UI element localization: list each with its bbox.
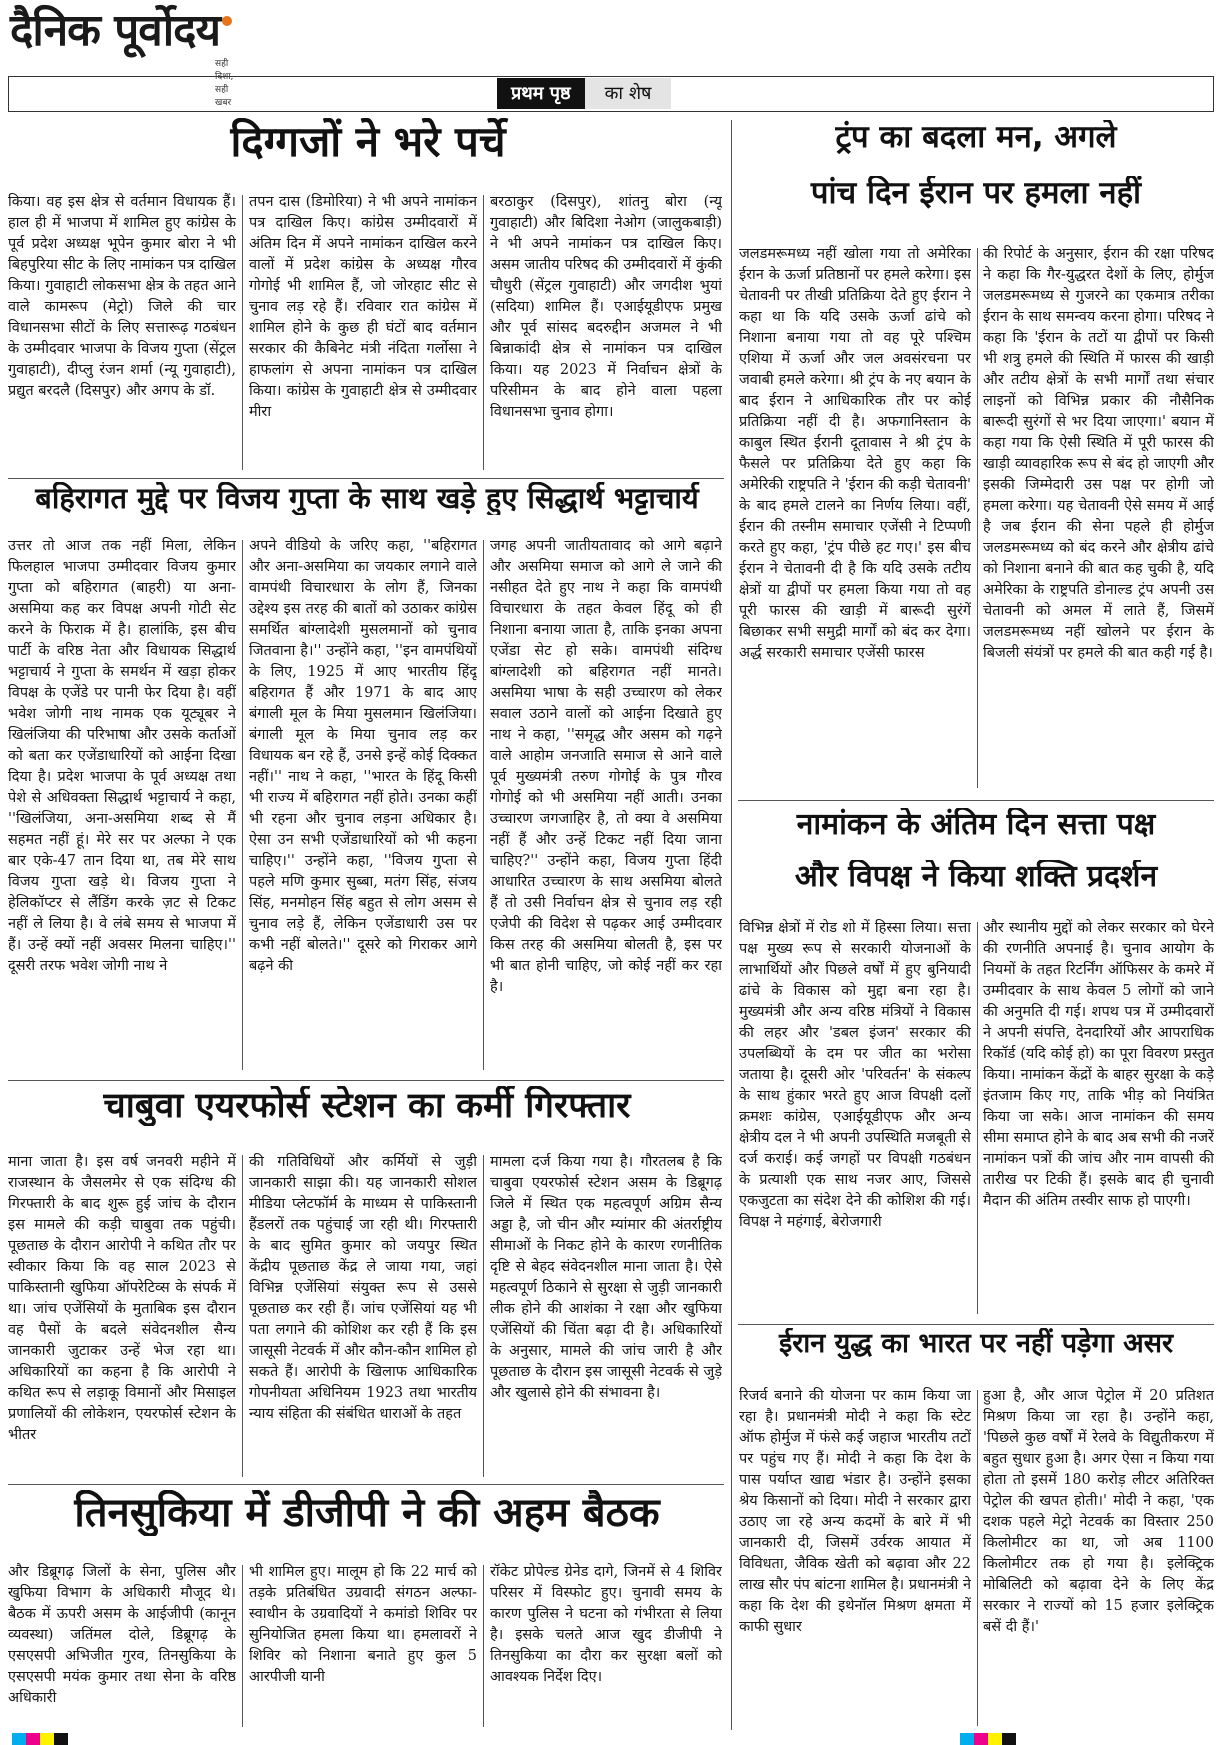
story4-col2: भी शामिल हुए। मालूम हो कि 22 मार्च को तड़के प्रतिबंधित उग्रवादी संगठन अल्फा-स्वाधीन के उग्रवादियों ने कमांडो शिविर पर सुनियोजित हमला किया था। हमलावरों ने शिविर को निशाना बनाते हुए कुल 5 आरपीजी यानी	[249, 1564, 477, 1685]
story1-col2: तपन दास (डिमोरिया) ने भी अपने नामांकन पत्र दाखिल किए। कांग्रेस उम्मीदवारों में अंतिम दिन में अपने नामांकन दाखिल करने वालों में प्रदेश कांग्रेस के अध्यक्ष गौरव गोगोई भी शामिल हैं, जो जोरहाट सीट से चुनाव लड़ रहे हैं। रविवार रात कांग्रेस में शामिल होने के कुछ ही घंटों बाद वर्तमान सरकार की कैबिनेट मंत्री नंदिता गर्लोसा ने हाफलांग से अपना नामांकन पत्र दाखिल किया। कांग्रेस के गुवाहाटी क्षेत्र से उम्मीदवार मीरा	[249, 194, 477, 420]
section-tabs	[497, 78, 671, 109]
story6-col2: और स्थानीय मुद्दों को लेकर सरकार को घेरने की रणनीति अपनाई है। चुनाव आयोग के नियमों के तहत रिटर्निंग ऑफिसर के कमरे में उम्मीदवार के साथ केवल 5 लोगों को जाने की अनुमति दी गई। शपथ पत्र में उम्मीदवारों ने अपनी संपत्ति, देनदारियों और आपराधिक रिकॉर्ड (यदि कोई हो) का पूरा विवरण प्रस्तुत किया। नामांकन केंद्रों के बाहर सुरक्षा के कड़े इंतजाम किए गए, ताकि भीड़ को नियंत्रित किया जा सके। आज नामांकन की समय सीमा समाप्त होने के बाद अब सभी की नजरें नामांकन पत्रों की जांच और नाम वापसी की तारीख पर टिकी हैं। इसके बाद ही चुनावी मैदान की अंतिम तस्वीर साफ हो पाएगी।	[983, 920, 1214, 1209]
column-rule	[977, 1390, 978, 1726]
story4-col1: और डिब्रूगढ़ जिलों के सेना, पुलिस और खुफिया विभाग के अधिकारी मौजूद थे। बैठक में ऊपरी असम के आईजीपी (कानून व्यवस्था) जतिंमल दोले, डिब्रूगढ़ के एसएसपी अभिजीत गुरव, तिनसुकिया के एसएसपी मयंक कुमार तथा सेना के वरिष्ठ अधिकारी	[8, 1564, 236, 1706]
newspaper-logo: दैनिक पूर्वोदय	[10, 5, 221, 56]
registration-mark	[12, 1733, 26, 1745]
story-separator	[8, 478, 724, 479]
column-rule	[977, 922, 978, 1314]
story-separator	[8, 1080, 724, 1081]
registration-mark	[40, 1733, 54, 1745]
registration-mark	[988, 1733, 1002, 1745]
registration-mark	[54, 1733, 68, 1745]
story6-headline-line2: और विपक्ष ने किया शक्ति प्रदर्शन	[794, 860, 1158, 894]
story-separator	[8, 1484, 724, 1485]
story7-col1: रिजर्व बनाने की योजना पर काम किया जा रहा है। प्रधानमंत्री मोदी ने कहा कि स्टेट ऑफ होर्मुज में फंसे कई जहाज भारतीय तटों पर पहुंच गए हैं। मोदी ने कहा कि देश के पास पर्याप्त खाद्य भंडार है। उन्होंने इसका श्रेय किसानों को दिया। मोदी ने सरकार द्वारा उठाए जा रहे अन्य कदमों के बारे में भी जानकारी दी, जिसमें उर्वरक आयात में विविधता, जैविक खेती को बढ़ावा और 22 लाख सौर पंप बांटना शामिल है। प्रधानमंत्री ने कहा कि देश की इथेनॉल मिश्रण क्षमता में काफी सुधार	[739, 1388, 971, 1635]
story2-col1: उत्तर तो आज तक नहीं मिला, लेकिन फिलहाल भाजपा उम्मीदवार विजय कुमार गुप्ता को बहिरागत (बाहरी) या अना-असमिया कह कर विपक्ष अपनी गोटी सेट करने के फिराक में है। हालांकि, इस बीच पार्टी के वरिष्ठ नेता और विधायक सिद्धार्थ भट्टाचार्य ने गुप्ता के समर्थन में खड़ा होकर विपक्ष के एजेंडे पर पानी फेर दिया है। वहीं भवेश जोगी नाथ नामक एक यूट्यूबर ने खिलंजिया की परिभाषा और उसके कर्ताओं को बता कर एजेंडाधारियों को आईना दिखा दिया है। प्रदेश भाजपा के पूर्व अध्यक्ष तथा पेशे से अधिवक्ता सिद्धार्थ भट्टाचार्य ने कहा, ''खिलंजिया, अना-असमिया शब्द से मैं सहमत नहीं हूं। मेरे सर पर अल्फा ने एक बार एके-47 तान दिया था, तब मेरे साथ विजय गुप्ता खड़े थे। विजय गुप्ता ने हेलिकॉप्टर से लैंडिंग करके ज़ट से टिकट नहीं ले लिया है। वे लंबे समय से भाजपा में हैं। उन्हें क्यों नहीं अवसर मिलना चाहिए।'' दूसरी तरफ भवेश जोगी नाथ ने	[8, 538, 236, 974]
masthead	[10, 5, 234, 108]
registration-mark	[960, 1733, 974, 1745]
column-rule	[242, 195, 243, 470]
column-rule	[483, 195, 484, 470]
story-separator	[738, 1324, 1214, 1325]
story2-col2: अपने वीडियो के जरिए कहा, ''बहिरागत और अना-असमिया का जयकार लगाने वाले वामपंथी विचारधारा के लोग हैं, जिनका उद्देश्य इस तरह की बातों को उठाकर कांग्रेस समर्थित बांग्लादेशी मुसलमानों को चुनाव जितवाना है।'' उन्होंने कहा, ''इन वामपंथियों के लिए, 1925 में आए भारतीय हिंदू बहिरागत हैं और 1971 के बाद आए बंगाली मूल के मिया मुसलमान खिलंजिया। बंगाली मूल के मिया चुनाव लड़ कर विधायक बन रहे हैं, उनसे इन्हें कोई दिक्कत नहीं।'' नाथ ने कहा, ''भारत के हिंदू किसी भी राज्य में बहिरागत नहीं होते। उनका कहीं भी रहना और चुनाव लड़ना अधिकार है। ऐसा उन सभी एजेंडाधारियों को भी कहना चाहिए।'' उन्होंने कहा, ''विजय गुप्ता से पहले मणि कुमार सुब्बा, मतंग सिंह, संजय सिंह, मनमोहन सिंह बहुत से लोग असम से चुनाव लड़े हैं, लेकिन एजेंडाधारी उस पर कभी नहीं बोलते।'' दूसरे को गिराकर आगे बढ़ने की	[249, 538, 477, 974]
story3-headline: चाबुवा एयरफोर्स स्टेशन का कर्मी गिरफ्तार	[103, 1086, 631, 1126]
story7-headline: ईरान युद्ध का भारत पर नहीं पड़ेगा असर	[778, 1328, 1174, 1359]
story1-col3: बरठाकुर (दिसपुर), शांतनु बोरा (न्यू गुवाहाटी) और बिदिशा नेओग (जालुकबाड़ी) ने भी अपने नामांकन पत्र दाखिल किए। असम जातीय परिषद की उम्मीदवारों में कुंकी चौधुरी (सेंट्रल गुवाहाटी) और जगदीश भुयां (सदिया) शामिल हैं। एआईयूडीएफ प्रमुख और पूर्व सांसद बदरुद्दीन अजमल ने भी बिन्नाकांदी क्षेत्र से नामांकन पत्र दाखिल किया। यह 2023 में निर्वाचन क्षेत्रों के परिसीमन के बाद होने वाला पहला विधानसभा चुनाव होगा।	[490, 194, 722, 420]
column-rule	[483, 540, 484, 1070]
story6-col1: विभिन्न क्षेत्रों में रोड शो में हिस्सा लिया। सत्ता पक्ष मुख्य रूप से सरकारी योजनाओं के लाभार्थियों और पिछले वर्षों में हुए बुनियादी ढांचे के विकास को मुद्दा बना रहा है। मुख्यमंत्री और अन्य वरिष्ठ मंत्रियों ने विकास की लहर और 'डबल इंजन' सरकार की उपलब्धियों के दम पर जीत का भरोसा जताया है। दूसरी ओर 'परिवर्तन' के संकल्प के साथ हुंकार भरते हुए आज विपक्षी दलों क्रमशः कांग्रेस, एआईयूडीएफ और अन्य क्षेत्रीय दल ने भी अपनी उपस्थिति मजबूती से दर्ज कराई। कई जगहों पर विपक्षी गठबंधन के प्रत्याशी एक साथ नजर आए, जिससे एकजुटता का संदेश देने की कोशिश की गई। विपक्ष ने महंगाई, बेरोजगारी	[739, 920, 971, 1230]
tagline: सही दिशा, सही खबर	[215, 59, 234, 108]
story3-col3: मामला दर्ज किया गया है। गौरतलब है कि चाबुवा एयरफोर्स स्टेशन असम के डिब्रूगढ़ जिले में स्थित एक महत्वपूर्ण अग्रिम सैन्य अड्डा है, जो चीन और म्यांमार की अंतर्राष्ट्रीय सीमाओं के निकट होने के कारण रणनीतिक दृष्टि से बेहद संवेदनशील माना जाता है। ऐसे महत्वपूर्ण ठिकाने से सुरक्षा से जुड़ी जानकारी लीक होने की आशंका ने रक्षा और खुफिया एजेंसियों की चिंता बढ़ा दी है। अधिकारियों के अनुसार, मामले की जांच जारी है और पूछताछ के दौरान इस जासूसी नेटवर्क से जुड़े और खुलासे होने की संभावना है।	[490, 1154, 722, 1401]
logo-dot-icon	[222, 16, 232, 26]
story3-col1: माना जाता है। इस वर्ष जनवरी महीने में राजस्थान के जैसलमेर से एक संदिग्ध की गिरफ्तारी के बाद शुरू हुई जांच के दौरान इस मामले की कड़ी चाबुवा तक पहुंची। पूछताछ के दौरान आरोपी ने कथित तौर पर स्वीकार किया कि वह साल 2023 से पाकिस्तानी खुफिया ऑपरेटिव्स के संपर्क में था। जांच एजेंसियों के मुताबिक इस दौरान वह पैसों के बदले संवेदनशील सैन्य जानकारी जुटाकर उन्हें भेज रहा था। अधिकारियों का कहना है कि आरोपी ने कथित रूप से लड़ाकू विमानों और मिसाइल प्रणालियों की लोकेशन, एयरफोर्स स्टेशन के भीतर	[8, 1154, 236, 1443]
column-rule	[977, 248, 978, 788]
tab-front-page: प्रथम पृष्ठ	[497, 78, 585, 109]
section-divider	[731, 120, 732, 1730]
story5-headline-line2: पांच दिन ईरान पर हमला नहीं	[810, 176, 1142, 211]
registration-mark	[974, 1733, 988, 1745]
story6-headline-line1: नामांकन के अंतिम दिन सत्ता पक्ष	[796, 808, 1156, 842]
column-rule	[483, 1155, 484, 1477]
column-rule	[483, 1565, 484, 1727]
story7-col2: हुआ है, और आज पेट्रोल में 20 प्रतिशत मिश्रण किया जा रहा है। उन्होंने कहा, 'पिछले कुछ वर्षों में रेलवे के विद्युतीकरण में बहुत सुधार हुआ है। अगर ऐसा न किया गया होता तो इसमें 180 करोड़ लीटर अतिरिक्त पेट्रोल की खपत होती।' मोदी ने कहा, 'एक दशक पहले मेट्रो नेटवर्क का विस्तार 250 किलोमीटर का था, जो अब 1100 किलोमीटर तक हो गया है। इलेक्ट्रिक मोबिलिटी को बढ़ावा देने के लिए केंद्र सरकार ने राज्यों को 15 हजार इलेक्ट्रिक बसें दी हैं।'	[983, 1388, 1214, 1635]
registration-mark	[26, 1733, 40, 1745]
registration-mark	[1002, 1733, 1016, 1745]
story5-headline-line1: ट्रंप का बदला मन, अगले	[835, 120, 1117, 155]
column-rule	[242, 1155, 243, 1477]
story4-col3: रॉकेट प्रोपेल्ड ग्रेनेड दागे, जिनमें से 4 शिविर परिसर में विस्फोट हुए। चुनावी समय के कारण पुलिस ने घटना को गंभीरता से लिया है। इसके चलते आज खुद डीजीपी ने तिनसुकिया का दौरा कर सुरक्षा बलों को आवश्यक निर्देश दिए।	[490, 1564, 722, 1685]
story3-col2: की गतिविधियों और कर्मियों से जुड़ी जानकारी साझा की। यह जानकारी सोशल मीडिया प्लेटफॉर्म के माध्यम से पाकिस्तानी हैंडलरों तक पहुंचाई जा रही थी। गिरफ्तारी के बाद सुमित कुमार को जयपुर स्थित केंद्रीय पूछताछ केंद्र ले जाया गया, जहां विभिन्न एजेंसियां संयुक्त रूप से उससे पूछताछ कर रही हैं। जांच एजेंसियां यह भी पता लगाने की कोशिश कर रही हैं कि इस जासूसी नेटवर्क में और कौन-कौन शामिल हो सकते हैं। आरोपी के खिलाफ आधिकारिक गोपनीयता अधिनियम 1923 तथा भारतीय न्याय संहिता की संबंधित धाराओं के तहत	[249, 1154, 477, 1422]
column-rule	[242, 1565, 243, 1727]
story-separator	[738, 800, 1214, 801]
story1-col1: किया। वह इस क्षेत्र से वर्तमान विधायक हैं। हाल ही में भाजपा में शामिल हुए कांग्रेस के पूर्व प्रदेश अध्यक्ष भूपेन कुमार बोरा ने भी बिहपुरिया सीट के लिए नामांकन पत्र दाखिल किया। गुवाहाटी लोकसभा क्षेत्र के तहत आने वाले कामरूप (मेट्रो) जिले की चार विधानसभा सीटों के लिए सत्तारूढ़ गठबंधन के उम्मीदवार भाजपा के विजय गुप्ता (सेंट्रल गुवाहाटी), दीप्लु रंजन शर्मा (न्यू गुवाहाटी), प्रद्युत बरदलै (दिसपुर) और अगप के डॉ.	[8, 194, 236, 399]
column-rule	[242, 540, 243, 1070]
story1-headline: दिग्गजों ने भरे पर्चे	[230, 118, 506, 166]
story4-headline: तिनसुकिया में डीजीपी ने की अहम बैठक	[74, 1490, 660, 1536]
story5-col2: की रिपोर्ट के अनुसार, ईरान की रक्षा परिषद ने कहा कि गैर-युद्धरत देशों के लिए, होर्मुज जलडमरूमध्य से गुजरने का एकमात्र तरीका ईरान के साथ समन्वय करना होगा। परिषद ने कहा कि 'ईरान के तटों या द्वीपों पर किसी भी शत्रु हमले की स्थिति में फारस की खाड़ी और तटीय क्षेत्रों के सभी मार्गों तथा संचार लाइनों को विभिन्न प्रकार की नौसैनिक बारूदी सुरंगों से भर दिया जाएगा।' बयान में कहा गया कि ऐसी स्थिति में पूरी फारस की खाड़ी व्यावहारिक रूप से बंद हो जाएगी और इसकी जिम्मेदारी उस पक्ष पर होगी जो हमला करेगा। यह चेतावनी ऐसे समय में आई है जब ईरान की सेना पहले ही होर्मुज जलडमरूमध्य को बंद करने और क्षेत्रीय ढांचे को निशाना बनाने की बात कह चुकी है, यदि अमेरिका के राष्ट्रपति डोनाल्ड ट्रंप अपनी उस चेतावनी को अमल में लाते हैं, जिसमें जलडमरूमध्य नहीं खोलने पर ईरान के बिजली संयंत्रों पर हमले की बात कही गई है।	[983, 246, 1214, 661]
tab-remainder: का शेष	[585, 78, 672, 109]
story5-col1: जलडमरूमध्य नहीं खोला गया तो अमेरिका ईरान के ऊर्जा प्रतिष्ठानों पर हमले करेगा। इस चेतावनी पर तीखी प्रतिक्रिया देते हुए ईरान ने कहा था कि यदि उसके ऊर्जा ढांचे को निशाना बनाया गया तो वह पूरे पश्चिम एशिया में ऊर्जा और जल अवसंरचना पर जवाबी हमले करेगा। श्री ट्रंप के नए बयान के बाद ईरान ने आधिकारिक तौर पर कोई प्रतिक्रिया नहीं दी है। अफगानिस्तान के काबुल स्थित ईरानी दूतावास ने श्री ट्रंप के फैसले पर प्रतिक्रिया देते हुए कहा कि अमेरिकी राष्ट्रपति ने 'ईरान की कड़ी चेतावनी' के बाद हमले टालने का निर्णय लिया। वहीं, ईरान की तस्नीम समाचार एजेंसी ने टिप्पणी करते हुए कहा, 'ट्रंप पीछे हट गए।' इस बीच ईरान ने चेतावनी दी है कि यदि उसके तटीय क्षेत्रों या द्वीपों पर हमला किया गया तो वह पूरी फारस की खाड़ी में बारूदी सुरंगें बिछाकर सभी समुद्री मार्गों को बंद कर देगा। अर्द्ध सरकारी समाचार एजेंसी फारस	[739, 246, 971, 661]
story2-col3: जगह अपनी जातीयतावाद को आगे बढ़ाने और असमिया समाज को आगे ले जाने की नसीहत देते हुए नाथ ने कहा कि वामपंथी विचारधारा के तहत केवल हिंदू को ही निशाना बनाया जाता है, ताकि इनका अपना एजेंडा सेट हो सके। वामपंथी संदिग्ध बांग्लादेशी को बहिरागत नहीं मानते। असमिया भाषा के सही उच्चारण को लेकर सवाल उठाने वालों को आईना दिखाते हुए नाथ ने कहा, ''समृद्ध और असम को गढ़ने वाले आहोम जनजाति समाज से आने वाले पूर्व मुख्यमंत्री तरुण गोगोई के पुत्र गौरव गोगोई को भी असमिया नहीं आती। उनका उच्चारण जगजाहिर है, तो क्या वे असमिया नहीं हैं और उन्हें टिकट नहीं दिया जाना चाहिए?'' उन्होंने कहा, विजय गुप्ता हिंदी आधारित उच्चारण के साथ असमिया बोलते हैं तो उसी निर्वाचन क्षेत्र से चुनाव लड़ रही एजेपी की विदेश से पढ़कर आई उम्मीदवार किस तरह की असमिया बोलती है, इस पर भी बात होनी चाहिए, जो कोई नहीं कर रहा है।	[490, 538, 722, 995]
story2-headline: बहिरागत मुद्दे पर विजय गुप्ता के साथ खड़े हुए सिद्धार्थ भट्टाचार्य	[35, 482, 699, 515]
